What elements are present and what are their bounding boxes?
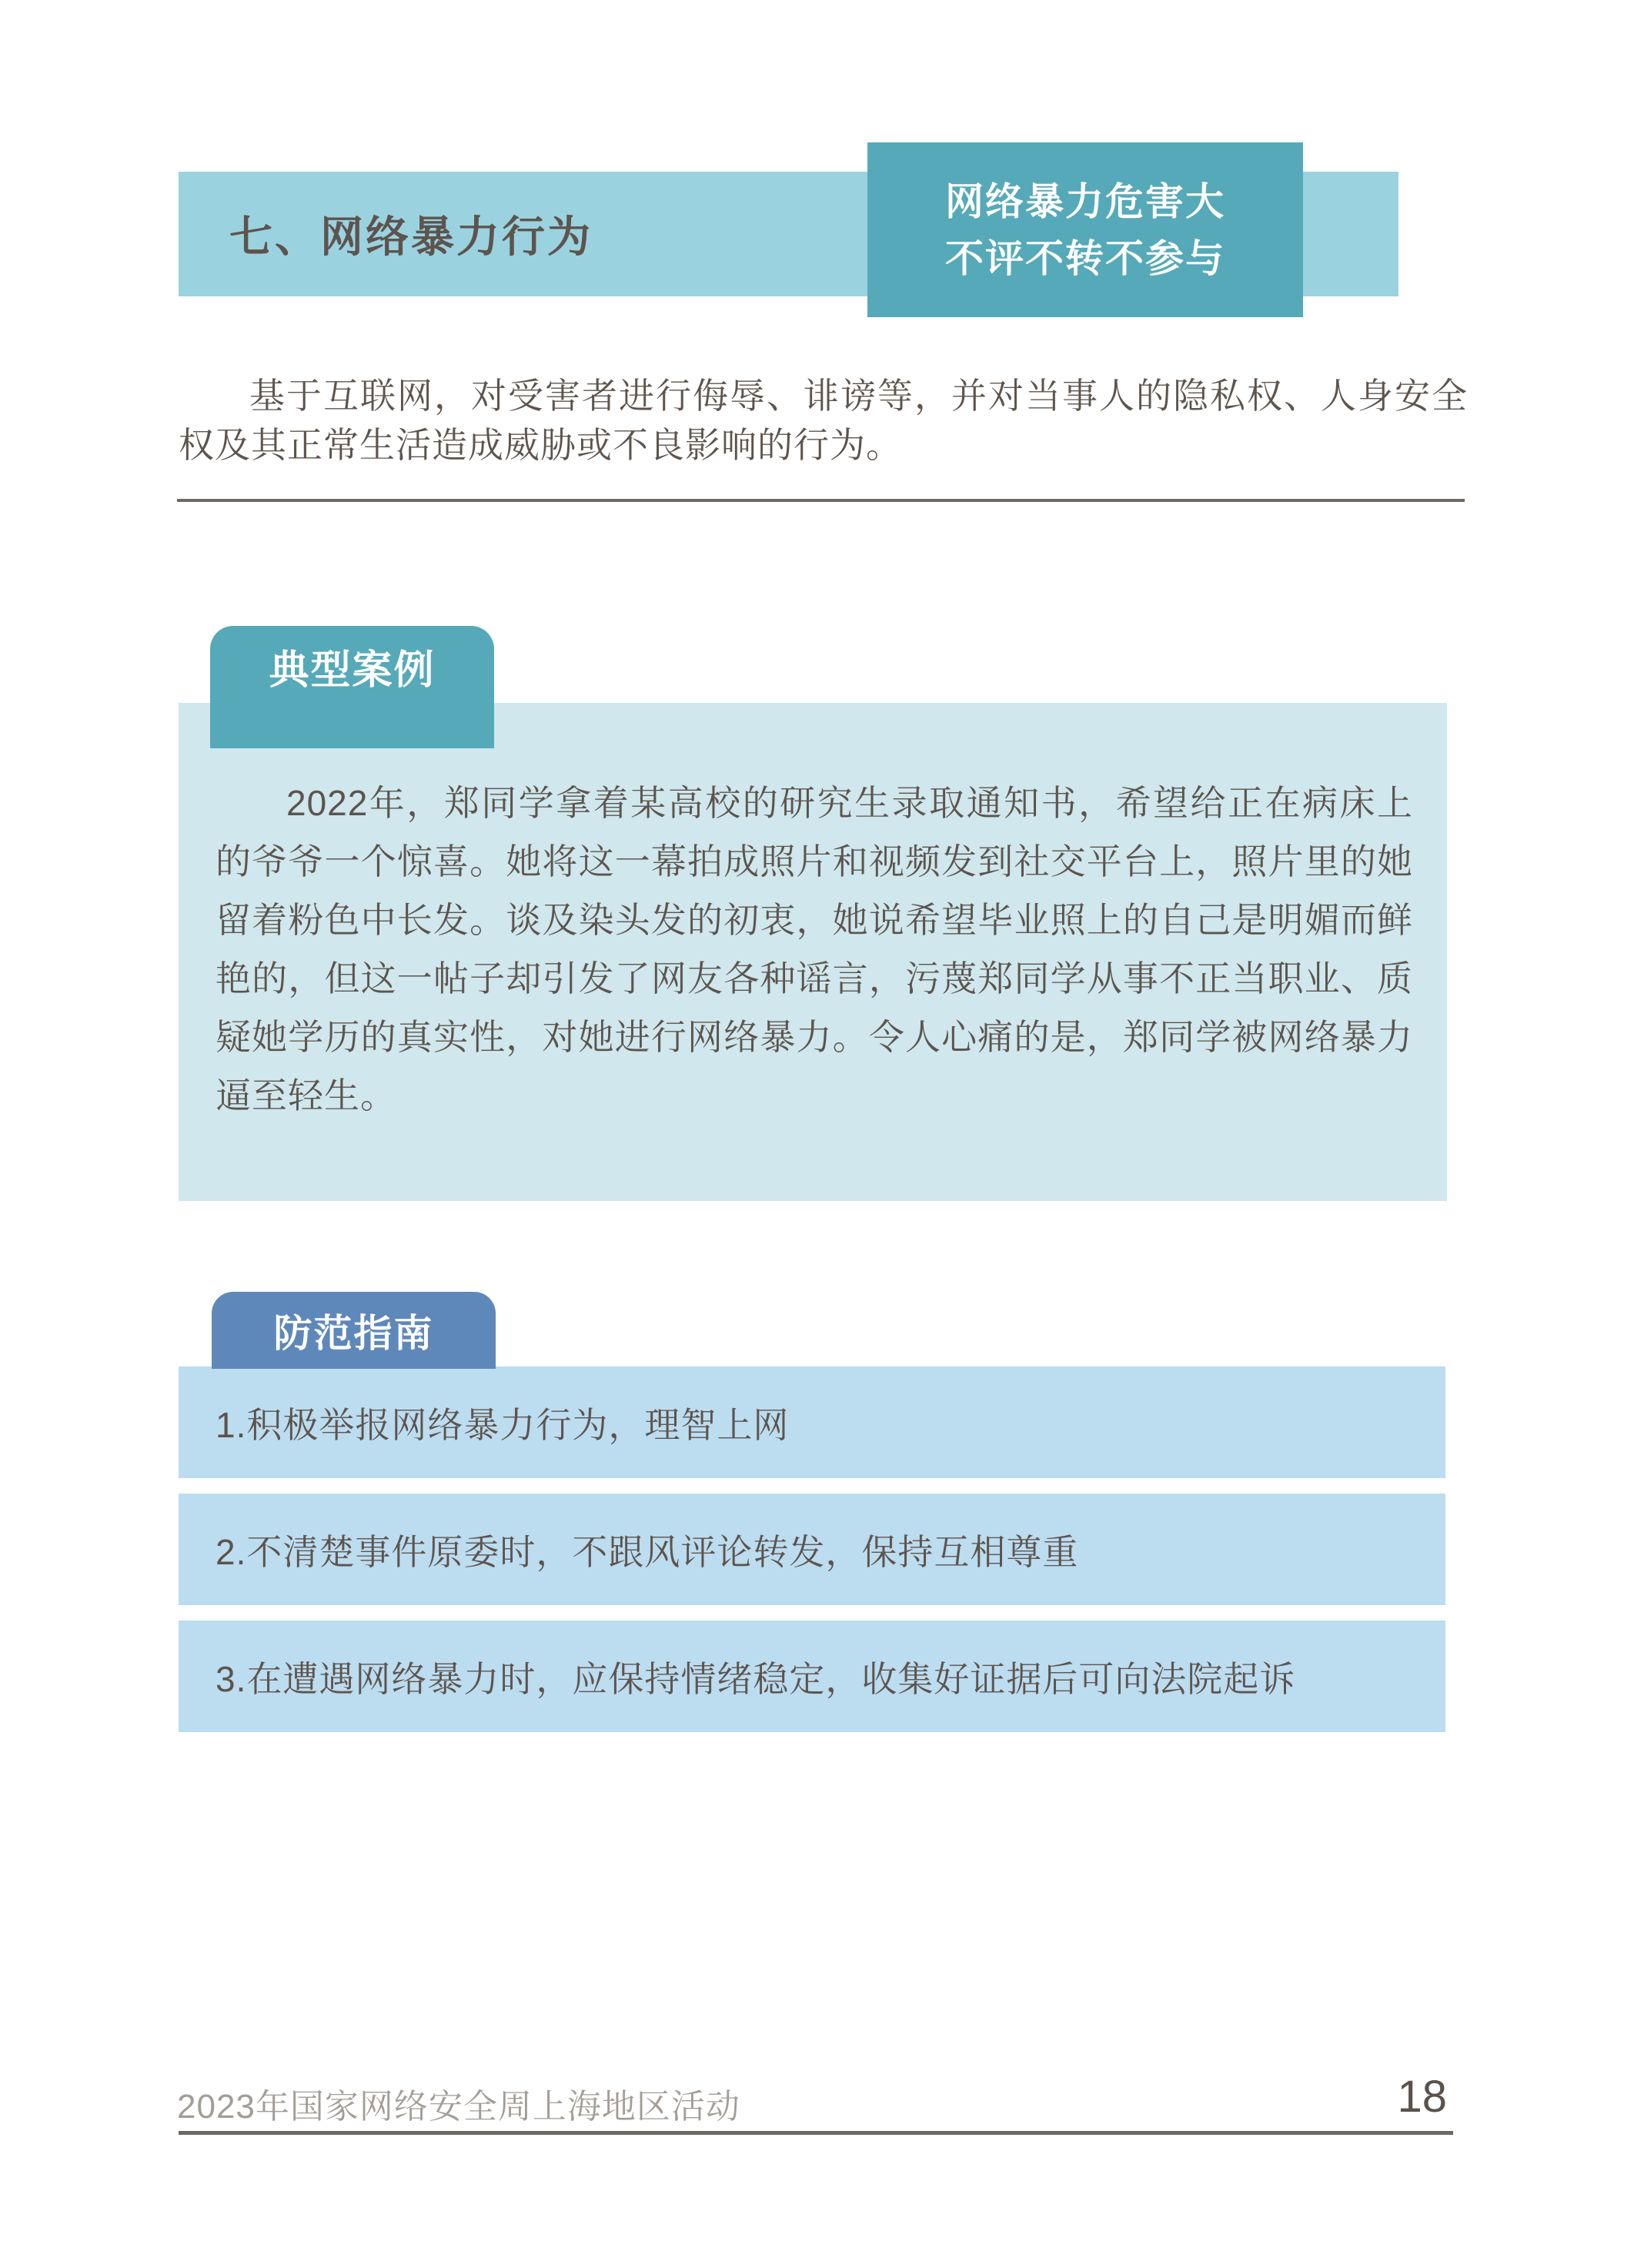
footer-divider bbox=[179, 2131, 1453, 2135]
definition-paragraph: 基于互联网，对受害者进行侮辱、诽谤等，并对当事人的隐私权、人身安全权及其正常生活造成威胁或不良影响的行为。 bbox=[179, 376, 1468, 465]
footer-event-title: 2023年国家网络安全周上海地区活动 bbox=[177, 2088, 740, 2126]
tab-typical-case bbox=[210, 626, 494, 748]
slogan-line-1: 网络暴力危害大 bbox=[945, 179, 1225, 223]
tab-typical-case-label: 典型案例 bbox=[269, 648, 436, 693]
prevention-tip-3: 3.在遭遇网络暴力时，应保持情绪稳定，收集好证据后可向法院起诉 bbox=[179, 1621, 1445, 1732]
tab-prevention-guide-label: 防范指南 bbox=[273, 1312, 434, 1355]
prevention-tip-2: 2.不清楚事件原委时，不跟风评论转发，保持互相尊重 bbox=[179, 1494, 1445, 1605]
prevention-tip-1: 1.积极举报网络暴力行为，理智上网 bbox=[179, 1366, 1445, 1478]
slogan-line-2: 不评不转不参与 bbox=[945, 236, 1225, 280]
section-title: 七、网络暴力行为 bbox=[229, 212, 593, 261]
typical-case-text: 2022年，郑同学拿着某高校的研究生录取通知书，希望给正在病床上的爷爷一个惊喜。她将这一幕拍成照片和视频发到社交平台上，照片里的她留着粉色中长发。谈及染头发的初衷，她说希望毕业照上的自己是明媚而鲜艳的，但这一帖子却引发了网友各种谣言，污蔑郑同学从事不正当职业、质疑她学历的真实性，对她进行网络暴力。令人心痛的是，郑同学被网络暴力逼至轻生。 bbox=[216, 783, 1413, 1116]
page-number: 18 bbox=[1397, 2072, 1447, 2122]
typical-case-panel bbox=[179, 703, 1447, 1201]
tab-prevention-guide bbox=[212, 1292, 496, 1369]
slogan-box bbox=[867, 142, 1303, 317]
section-divider bbox=[177, 499, 1465, 502]
